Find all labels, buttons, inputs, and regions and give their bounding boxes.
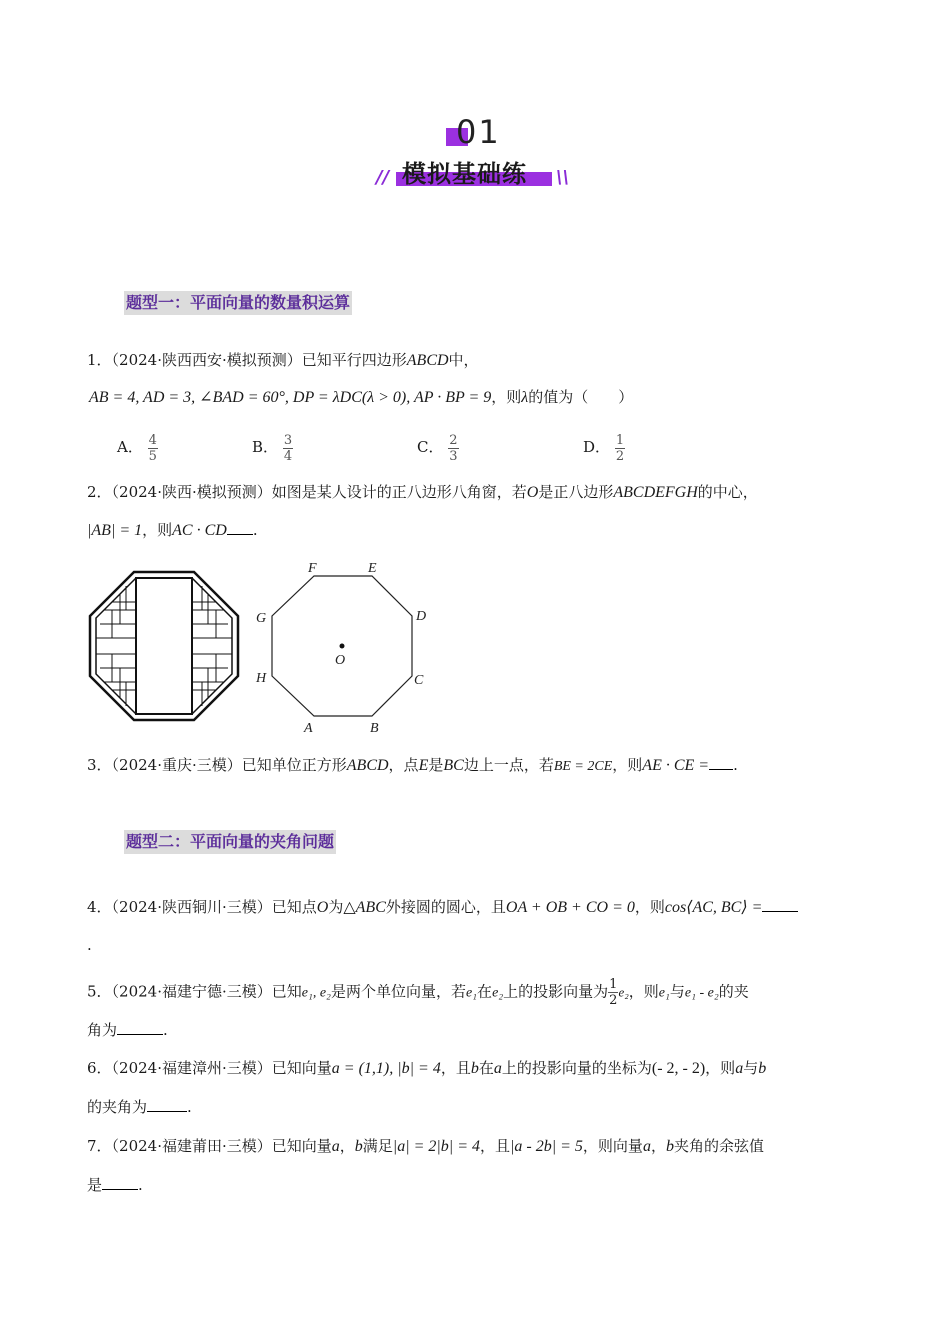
question-3 — [87, 755, 738, 777]
q3-answer-blank[interactable] — [709, 755, 733, 770]
q6-num: 6． — [87, 1059, 112, 1077]
q5-answer-blank[interactable] — [117, 1020, 163, 1035]
window-center-panel — [136, 578, 192, 714]
q5-source: （2024·福建宁德·三模）已知 — [111, 982, 302, 1001]
octagon-center-point — [340, 644, 345, 649]
question-2-condition — [87, 520, 258, 541]
vertex-label-b: B — [370, 721, 379, 736]
q7-p3: ，则向量 — [582, 1137, 643, 1155]
q2-shape: ABCDEFGH — [613, 484, 698, 501]
q1-option-b-label: B． — [252, 438, 279, 456]
q5-half: $\frac{1}{2}$ — [609, 977, 618, 1008]
q3-source: （2024·重庆·三模）已知单位正方形 — [111, 756, 347, 774]
question-2 — [87, 482, 758, 503]
q7-line2: 是 — [87, 1176, 103, 1194]
q1-option-b-fraction: $\frac{3}{4}$ — [283, 432, 293, 464]
section-heading-two: 题型二：平面向量的夹角问题 — [124, 830, 336, 854]
q1-num: 1． — [87, 351, 112, 369]
q7-source: （2024·福建莆田·三模）已知向量 — [111, 1137, 332, 1155]
q1-option-d-label: D． — [583, 438, 611, 456]
q5-p5: 与 — [669, 982, 685, 1001]
q5-p4: ，则 — [628, 982, 659, 1001]
q1-option-d-fraction: $\frac{1}{2}$ — [615, 432, 625, 464]
q3-num: 3． — [87, 756, 112, 774]
q1-option-a-label: A． — [117, 438, 143, 456]
q3-shape: ABCD — [346, 757, 389, 774]
q5-e1: e₁ — [465, 985, 478, 1001]
q1-option-a[interactable] — [117, 427, 158, 467]
q5-p2: 在 — [477, 982, 493, 1001]
q5-line2: 角为 — [87, 1021, 118, 1039]
q7-sep: ， — [339, 1137, 355, 1155]
q6-p4: ，则 — [705, 1059, 736, 1077]
q3-p4: ，则 — [612, 756, 643, 774]
q6-line2: 的夹角为 — [87, 1098, 148, 1116]
q4-expr: cos⟨AC, BC⟩ = — [664, 899, 763, 916]
q7-p2: ，且 — [479, 1137, 510, 1155]
q4-end: . — [87, 936, 92, 954]
vertex-label-a: A — [304, 721, 313, 736]
q4-cond: OA + OB + CO = 0 — [505, 899, 635, 916]
vertex-label-c: C — [414, 673, 424, 688]
q6-p5: 与 — [743, 1059, 759, 1077]
q1-option-a-fraction: $\frac{4}{5}$ — [148, 432, 157, 464]
q4-source: （2024·陕西铜川·三模）已知点 — [111, 898, 317, 916]
q4-answer-blank[interactable] — [762, 897, 798, 912]
q5-e2b: e₂ — [618, 984, 629, 1000]
q1-option-b[interactable] — [252, 427, 293, 467]
q7-p1: 满足 — [362, 1137, 393, 1155]
question-5-line2 — [87, 1020, 168, 1040]
q2-answer-blank[interactable] — [227, 520, 253, 535]
q6-b2: b — [758, 1060, 767, 1077]
window-inner-octagon — [96, 578, 232, 714]
q1-ask2: 的值为（ ） — [528, 388, 634, 406]
header-slash-left: // — [376, 167, 390, 188]
q7-a: a — [331, 1138, 340, 1155]
q2-o: O — [526, 484, 539, 501]
vertex-label-f: F — [308, 561, 317, 576]
q7-end: . — [138, 1176, 143, 1194]
q3-end: . — [733, 756, 738, 774]
q3-expr: AE · CE = — [642, 757, 710, 774]
q1-cond: AB = 4, AD = 3, ∠BAD = 60°, DP = λDC(λ > 0), AP · BP = 9 — [89, 389, 492, 406]
header-slash-right: \\ — [556, 167, 570, 188]
question-1 — [87, 350, 479, 371]
q3-p2: 是 — [428, 756, 444, 774]
q1-lambda: λ — [521, 389, 529, 406]
q6-b: b — [470, 1060, 479, 1077]
question-1-condition — [89, 387, 633, 408]
question-7-line2 — [87, 1175, 143, 1195]
q1-ask: ，则 — [491, 388, 522, 406]
q5-end: . — [163, 1021, 168, 1039]
q3-bc: BC — [443, 757, 464, 774]
q6-coord: (- 2, - 2) — [651, 1060, 706, 1077]
q7-cond2: |a - 2b| = 5 — [510, 1138, 583, 1155]
q4-num: 4． — [87, 898, 112, 916]
vertex-label-g: G — [256, 611, 267, 626]
q6-p1: ，且 — [440, 1059, 471, 1077]
q6-a: a — [493, 1060, 502, 1077]
q2-ask: ，则 — [142, 521, 173, 539]
q6-end: . — [187, 1098, 192, 1116]
q5-e1b: e₁ — [658, 985, 670, 1001]
regular-octagon-diagram — [250, 558, 440, 740]
q1-option-c[interactable] — [417, 427, 459, 467]
window-outer-octagon — [90, 572, 238, 720]
q5-num: 5． — [87, 982, 112, 1001]
q6-p3: 上的投影向量的坐标为 — [501, 1059, 652, 1077]
question-4 — [87, 897, 798, 918]
q4-p2: 外接圆的圆心，且 — [385, 898, 506, 916]
q4-p3: ，则 — [634, 898, 665, 916]
q3-p3: 边上一点，若 — [463, 756, 554, 774]
q5-diff: e₁ - e₂ — [684, 985, 719, 1001]
q2-num: 2． — [87, 483, 112, 501]
q2-mid: 是正八边形 — [538, 483, 614, 501]
q1-option-c-fraction: $\frac{2}{3}$ — [449, 432, 458, 464]
octagon-window-figure — [86, 568, 242, 724]
q1-tail: 中， — [448, 351, 479, 369]
q3-cond: BE = 2CE — [553, 759, 613, 774]
q1-option-c-label: C． — [417, 438, 444, 456]
vertex-label-d: D — [416, 609, 427, 624]
q3-e: E — [418, 757, 429, 774]
q7-b: b — [354, 1138, 363, 1155]
question-6-line2 — [87, 1097, 192, 1117]
q7-answer-blank[interactable] — [102, 1175, 138, 1190]
q7-p4: 夹角的余弦值 — [673, 1137, 764, 1155]
q6-p2: 在 — [478, 1059, 494, 1077]
center-label-o: O — [335, 653, 346, 668]
q7-a2: a — [642, 1138, 651, 1155]
q7-num: 7． — [87, 1137, 112, 1155]
vertex-label-e: E — [368, 561, 377, 576]
header-number: 01 — [456, 113, 501, 151]
q5-p6: 的夹 — [718, 982, 749, 1001]
q2-source: （2024·陕西·模拟预测）如图是某人设计的正八边形八角窗，若 — [111, 483, 527, 501]
q6-a2: a — [735, 1060, 744, 1077]
question-6 — [87, 1058, 766, 1079]
q2-expr: AC · CD — [172, 522, 227, 539]
header-title: 模拟基础练 — [402, 160, 527, 188]
q7-b2: b — [665, 1138, 674, 1155]
q4-p1: 为 — [328, 898, 344, 916]
q5-p3: 上的投影向量为 — [503, 982, 609, 1001]
q6-answer-blank[interactable] — [147, 1097, 187, 1112]
q1-shape: ABCD — [406, 352, 449, 369]
q2-cond: |AB| = 1 — [87, 522, 143, 539]
q4-triangle: △ABC — [343, 899, 386, 916]
q5-e2: e₂ — [492, 985, 504, 1001]
q4-o: O — [316, 899, 329, 916]
question-5 — [87, 977, 749, 1008]
q1-option-d[interactable] — [583, 427, 625, 467]
q7-cond: |a| = 2|b| = 4 — [392, 1138, 480, 1155]
q5-p1: 是两个单位向量，若 — [330, 982, 466, 1001]
q7-sep2: ， — [650, 1137, 666, 1155]
question-7 — [87, 1136, 764, 1157]
q6-cond: a = (1,1), |b| = 4 — [331, 1060, 441, 1077]
q2-end: . — [252, 521, 258, 539]
q3-p1: ，点 — [388, 756, 419, 774]
q6-source: （2024·福建漳州·三模）已知向量 — [111, 1059, 332, 1077]
q1-source: （2024·陕西西安·模拟预测）已知平行四边形 — [111, 351, 407, 369]
section-heading-one: 题型一：平面向量的数量积运算 — [124, 291, 352, 315]
q2-tail: 的中心， — [697, 483, 758, 501]
vertex-label-h: H — [256, 671, 267, 686]
q5-vecs: e₁, e₂ — [301, 985, 331, 1001]
